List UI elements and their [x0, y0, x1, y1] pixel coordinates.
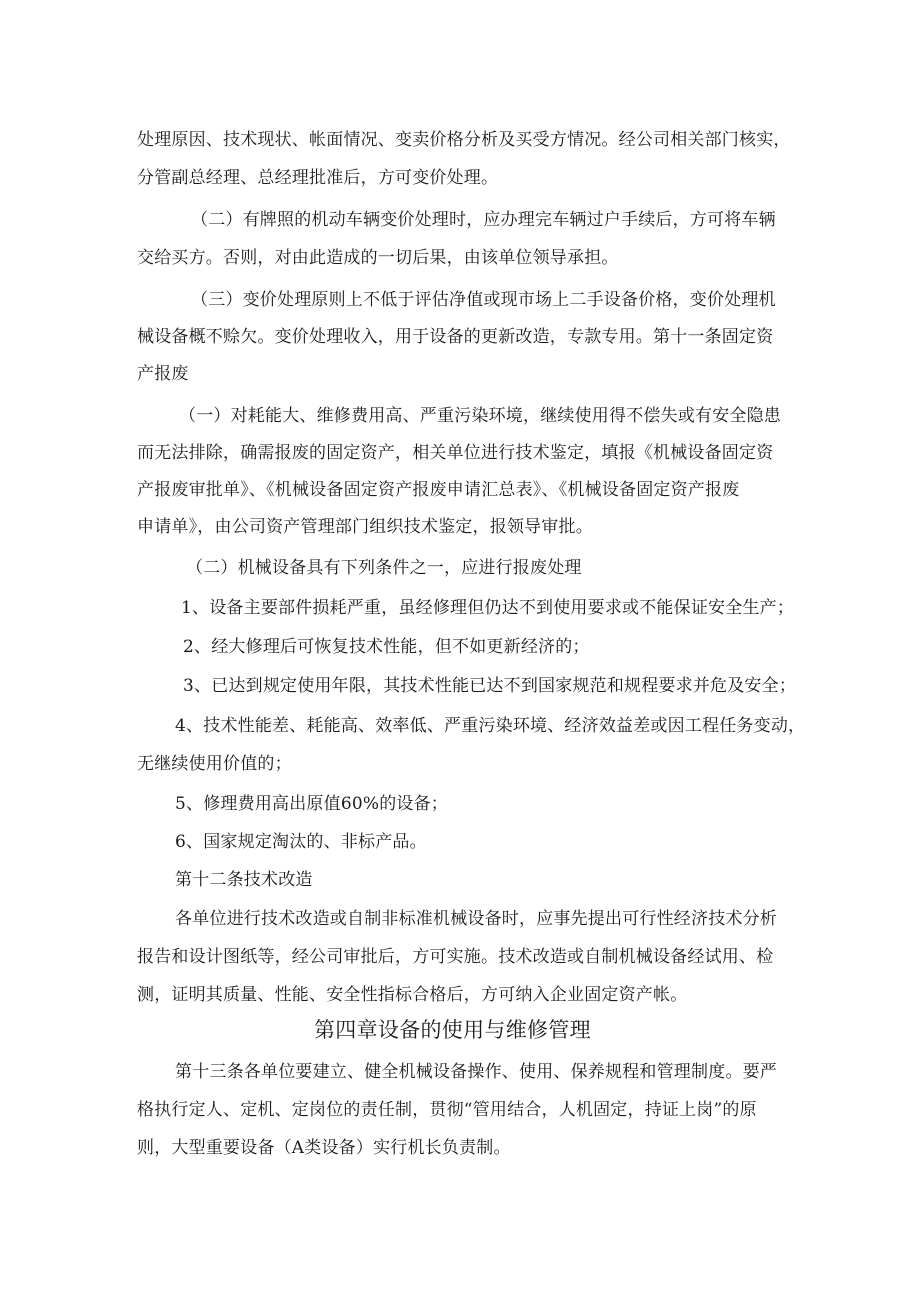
list-item-2: 2、经大修理后可恢复技术性能，但不如更新经济的；: [183, 637, 590, 657]
text-line-21: 报告和设计图纸等，经公司审批后，方可实施。技术改造或自制机械设备经试用、检: [137, 947, 774, 967]
text-line-4: 交给买方。否则，对由此造成的一切后果，由该单位领导承担。: [137, 248, 619, 268]
list-item-4-continued: 无继续使用价值的；: [137, 754, 292, 774]
article-12-title: 第十二条技术改造: [175, 870, 313, 890]
text-line-11: 申请单》，由公司资产管理部门组织技术鉴定，报领导审批。: [137, 517, 593, 537]
chapter-heading: 第四章设备的使用与维修管理: [314, 1018, 591, 1042]
text-line-23: 第十三条各单位要建立、健全机械设备操作、使用、保养规程和管理制度。要严: [175, 1062, 777, 1082]
text-line-5: （三）变价处理原则上不低于评估净值或现市场上二手设备价格，变价处理机: [191, 290, 776, 310]
list-item-4: 4、技术性能差、耗能高、效率低、严重污染环境、经济效益差或因工程任务变动，: [175, 716, 806, 736]
text-line-6: 械设备概不赊欠。变价处理收入，用于设备的更新改造，专款专用。第十一条固定资: [137, 327, 774, 347]
text-line-22: 测，证明其质量、性能、安全性指标合格后，方可纳入企业固定资产帐。: [137, 985, 688, 1005]
list-item-6: 6、国家规定淘汰的、非标产品。: [175, 832, 427, 852]
text-line-7: 产报废: [137, 364, 189, 384]
list-item-5: 5、修理费用高出原值60%的设备；: [175, 794, 449, 814]
text-line-1: 处理原因、技术现状、帐面情况、变卖价格分析及买受方情况。经公司相关部门核实，: [137, 130, 791, 150]
text-line-12: （二）机械设备具有下列条件之一，应进行报废处理: [186, 558, 582, 578]
text-line-9: 而无法排除，确需报废的固定资产，相关单位进行技术鉴定，填报《机械设备固定资: [137, 443, 774, 463]
text-line-2: 分管副总经理、总经理批准后，方可变价处理。: [137, 168, 499, 188]
list-item-1: 1、设备主要部件损耗严重，虽经修理但仍达不到使用要求或不能保证安全生产；: [181, 598, 795, 618]
text-line-8: （一）对耗能大、维修费用高、严重污染环境，继续使用得不偿失或有安全隐患: [179, 406, 781, 426]
list-item-3: 3、已达到规定使用年限，其技术性能已达不到国家规范和规程要求并危及安全；: [183, 676, 797, 696]
text-line-20: 各单位进行技术改造或自制非标准机械设备时，应事先提出可行性经济技术分析: [175, 909, 777, 929]
text-line-24: 格执行定人、定机、定岗位的责任制，贯彻“管用结合，人机固定，持证上岗”的原: [137, 1100, 757, 1120]
text-line-10: 产报废审批单》、《机械设备固定资产报废申请汇总表》、《机械设备固定资产报废: [137, 480, 740, 500]
text-line-3: （二）有牌照的机动车辆变价处理时，应办理完车辆过户手续后，方可将车辆: [191, 210, 776, 230]
text-line-25: 则，大型重要设备（A类设备）实行机长负责制。: [137, 1138, 511, 1158]
